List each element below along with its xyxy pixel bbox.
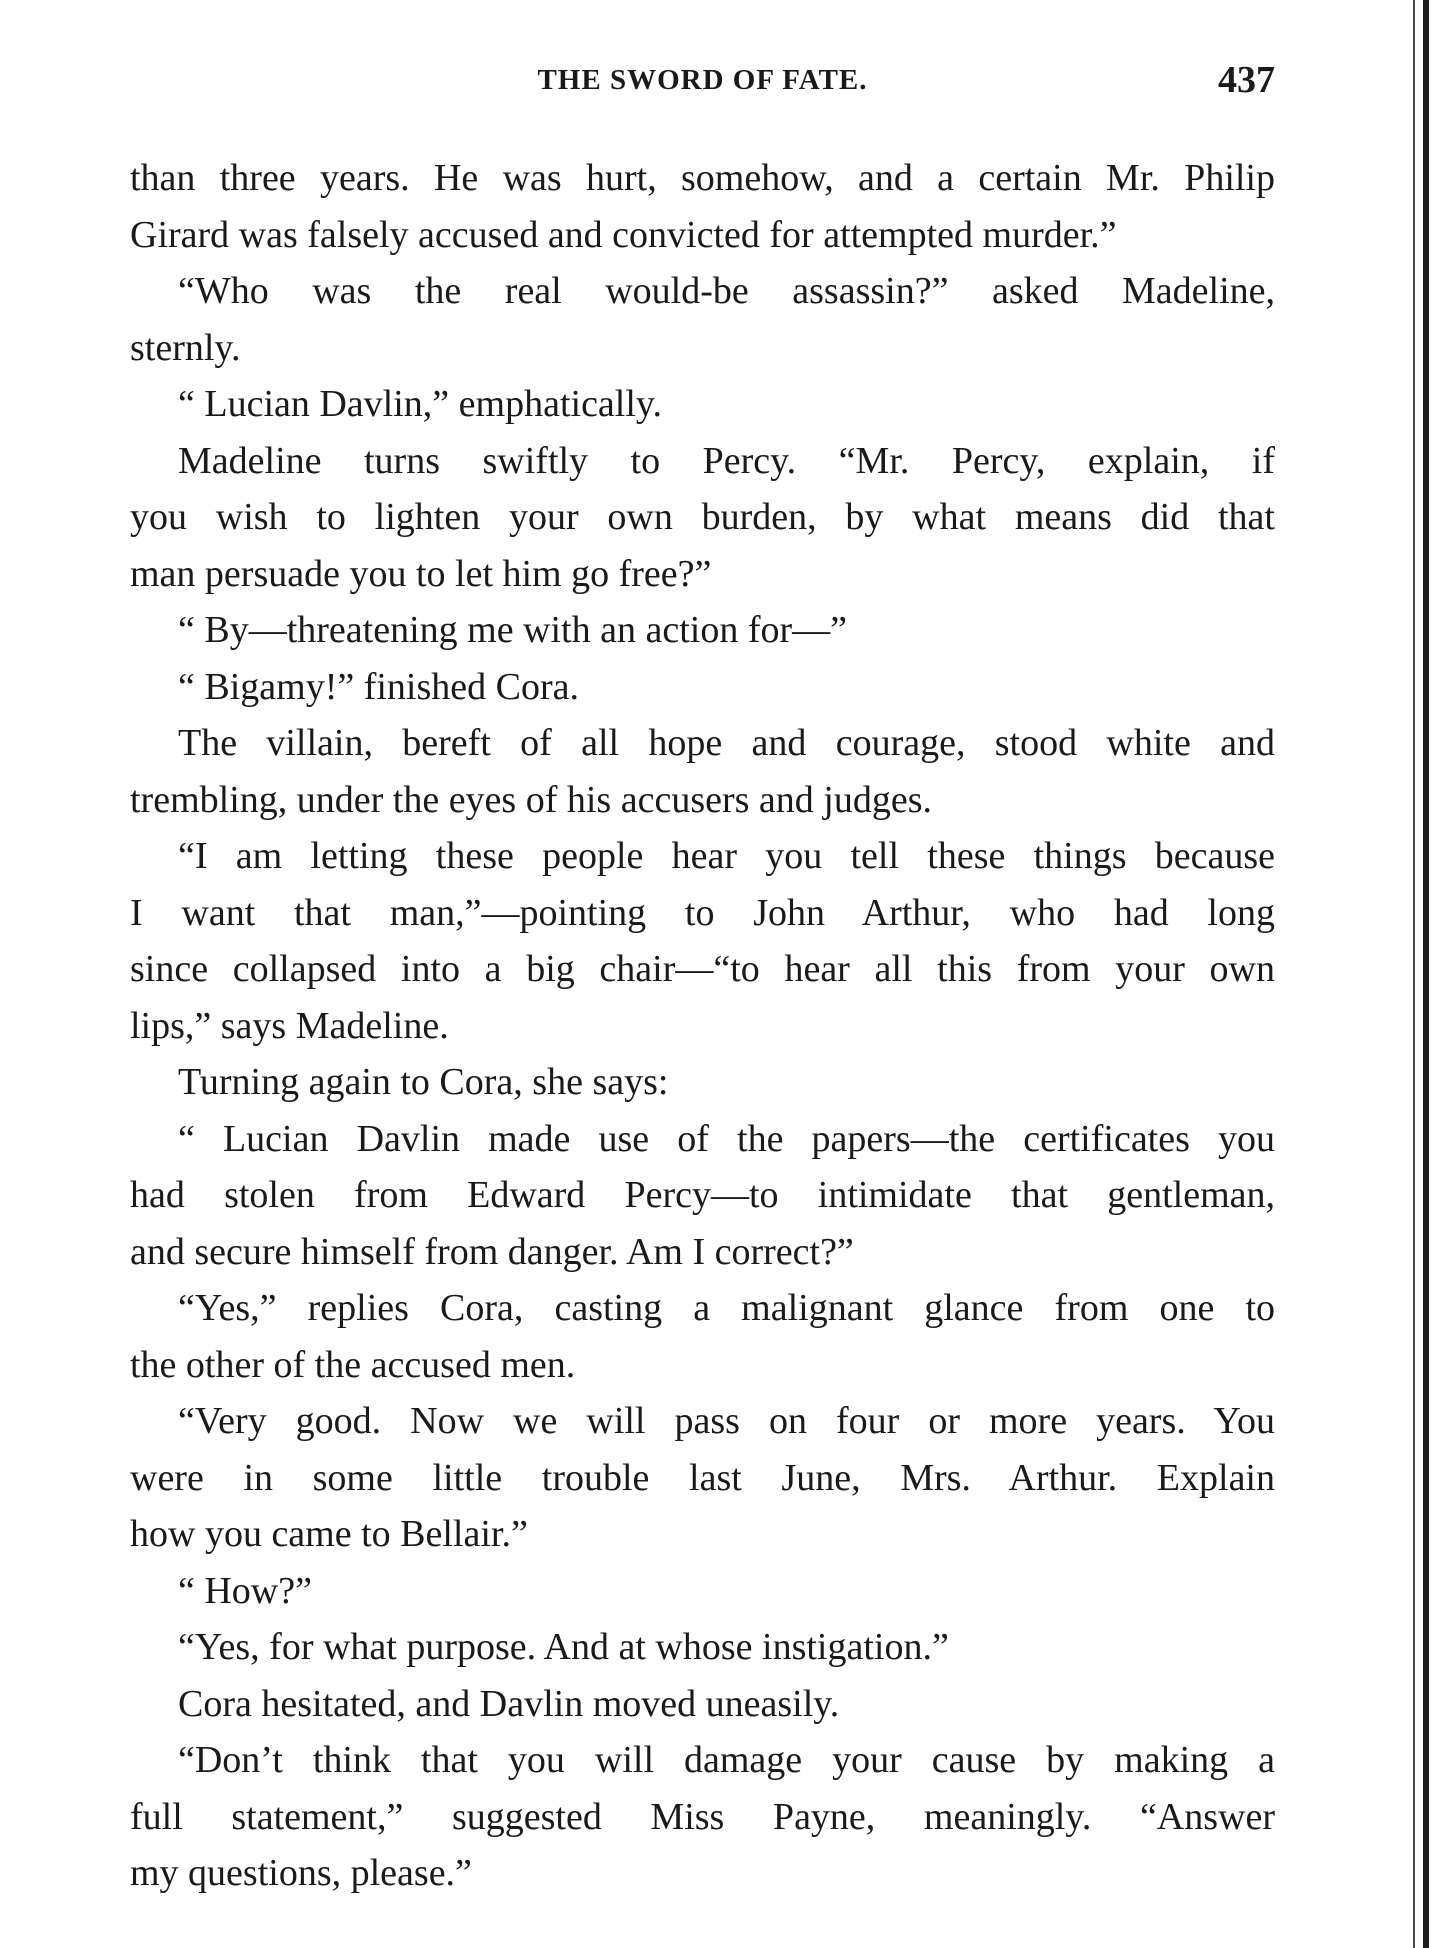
text-line: had stolen from Edward Percy—to intimidate that gentleman, [130, 1174, 1275, 1216]
text-line: “ Lucian Davlin,” emphatically. [178, 383, 662, 425]
body-text [130, 150, 1275, 1902]
text-line: were in some little trouble last June, Mrs. Arthur. Explain [130, 1456, 1275, 1499]
text-line: The villain, bereft of all hope and courage, stood white and [178, 722, 1275, 764]
page-number: 437 [1218, 59, 1275, 101]
text-line: “Yes, for what purpose. And at whose instigation.” [178, 1626, 949, 1668]
text-line: sternly. [130, 326, 241, 369]
text-line: “ By—threatening me with an action for—” [178, 609, 848, 651]
text-line: and secure himself from danger. Am I correct?” [130, 1230, 854, 1273]
text-line: “Who was the real would-be assassin?” asked Madeline, [178, 270, 1275, 312]
text-line: “Don’t think that you will damage your cause by making a [178, 1739, 1275, 1781]
running-title: THE SWORD OF FATE. [537, 64, 868, 96]
text-line: how you came to Bellair.” [130, 1513, 528, 1555]
text-line: “ How?” [178, 1569, 312, 1612]
text-line: trembling, under the eyes of his accusers and judges. [130, 778, 932, 821]
text-line: “Yes,” replies Cora, casting a malignant glance from one to [178, 1287, 1275, 1329]
binding-edge-shadow [1423, 0, 1429, 1948]
page-header [130, 58, 1275, 108]
text-line: lips,” says Madeline. [130, 1004, 449, 1047]
text-line: the other of the accused men. [130, 1343, 576, 1386]
text-line: you wish to lighten your own burden, by what means did that [130, 496, 1275, 538]
text-line: since collapsed into a big chair—“to hear all this from your own [130, 948, 1275, 990]
text-line: Cora hesitated, and Davlin moved uneasily. [178, 1682, 840, 1725]
text-line: my questions, please.” [130, 1852, 472, 1894]
text-line: Girard was falsely accused and convicted for attempted murder.” [130, 213, 1117, 256]
text-line: “ Lucian Davlin made use of the papers—the certificates you [178, 1117, 1275, 1160]
text-line: “I am letting these people hear you tell these things because [178, 835, 1275, 877]
text-line: man persuade you to let him go free?” [130, 552, 712, 595]
text-line: “ Bigamy!” finished Cora. [178, 665, 580, 708]
text-line: full statement,” suggested Miss Payne, meaningly. “Answer [130, 1795, 1275, 1838]
text-line: Madeline turns swiftly to Percy. “Mr. Percy, explain, if [178, 439, 1275, 482]
text-line: I want that man,”—pointing to John Arthur, who had long [130, 891, 1275, 934]
text-line: Turning again to Cora, she says: [178, 1061, 669, 1103]
binding-edge-rule [1413, 0, 1415, 1948]
text-line: than three years. He was hurt, somehow, and a certain Mr. Philip [130, 157, 1275, 199]
text-line: “Very good. Now we will pass on four or more years. You [178, 1400, 1275, 1442]
